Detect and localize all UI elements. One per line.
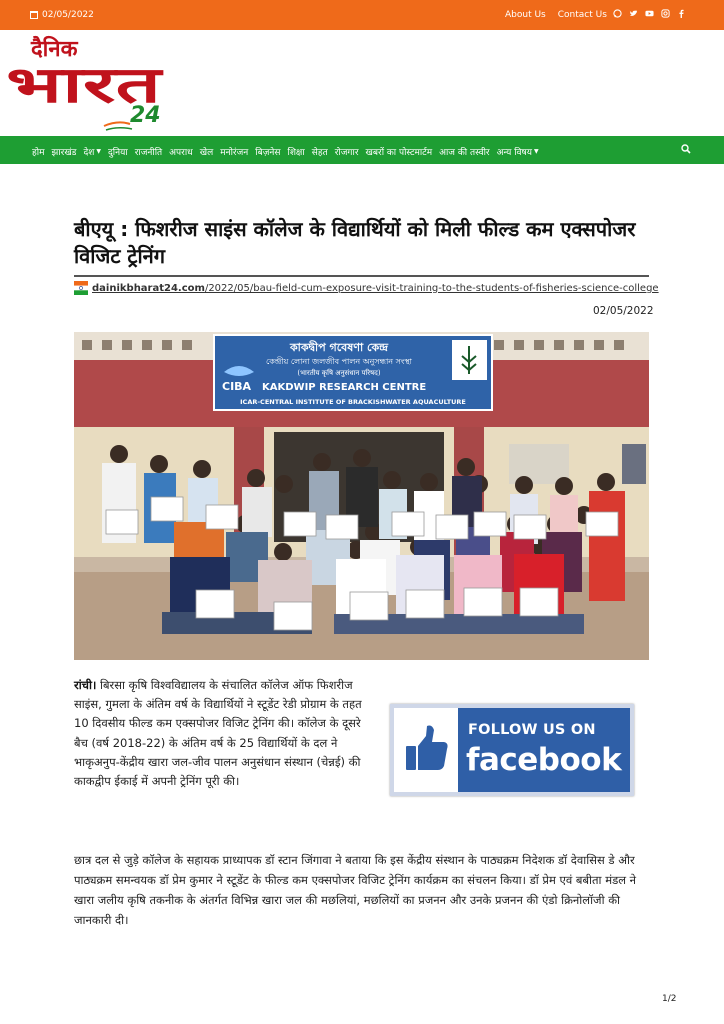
logo-number-24: 24	[130, 103, 161, 128]
follow-us-facebook-banner[interactable]	[390, 704, 634, 796]
social-icons	[613, 9, 686, 18]
nav-item-label: शिक्षा	[287, 148, 305, 158]
top-links	[505, 10, 607, 20]
nav-item[interactable]	[255, 145, 280, 158]
nav-item[interactable]	[312, 145, 328, 158]
youtube-icon[interactable]	[645, 9, 654, 18]
dainik-bharat-24-logo[interactable]	[6, 34, 166, 134]
sign-hindi-subtitle: (भारतीय कृषि अनुसंधान परिषद)	[297, 369, 381, 377]
title-divider	[74, 275, 649, 277]
article-photo	[74, 332, 649, 660]
nav-item-label: रोजगार	[334, 148, 359, 158]
logo-swoosh	[104, 122, 132, 130]
nav-item[interactable]	[52, 145, 77, 158]
main-navigation	[0, 136, 724, 164]
source-path[interactable]: /2022/05/bau-field-cum-exposure-visit-training-to-the-students-of-fisheries-science-college	[204, 282, 659, 294]
nav-item[interactable]	[32, 145, 45, 158]
nav-item-label: बिज़नेस	[255, 148, 281, 158]
thumbs-up-panel	[394, 708, 458, 792]
sign-english-title: KAKDWIP RESEARCH CENTRE	[262, 382, 427, 393]
nav-item-label: मनोरंजन	[220, 148, 249, 158]
sign-bengali-title: কাকদ্বীপ গবেষণা কেন্দ্র	[289, 341, 389, 354]
nav-item-label: अपराध	[169, 148, 193, 158]
chevron-down-icon: ▼	[533, 148, 539, 155]
nav-item[interactable]	[108, 145, 128, 158]
nav-item[interactable]	[200, 145, 213, 158]
nav-items	[32, 145, 539, 158]
instagram-icon[interactable]	[661, 9, 670, 18]
nav-item-label: खेल	[199, 148, 214, 158]
nav-item-label: अन्य विषय	[496, 148, 532, 158]
nav-item[interactable]	[439, 145, 490, 158]
source-url[interactable]	[74, 281, 659, 295]
article-paragraph-2: छात्र दल से जुड़े कॉलेज के सहायक प्राध्यापक डॉ स्टान जिंगावा ने बताया कि इस केंद्रीय संस्थान के पाठ्यक्रम निदेशक डॉ देवासिस डे और पाठ्यक्रम समन्वयक डॉ प्रेम कुमार ने स्टूडेंट के फील्ड कम एक्सपोजर विजिट ट्रेनिंग कार्यक्रम का संचलन किया। डॉ प्रेम एवं बबीता मंडल ने खारा जलीय कृषि तकनीक के अंतर्गत विभिन्न खारा जल की मछलियां, मछलियों का प्रजनन और उनके प्रजनन की एंडो क्रिनोलॉजी की जानकारी दी।	[74, 853, 637, 927]
twitter-icon[interactable]	[629, 9, 638, 18]
nav-item[interactable]	[335, 145, 359, 158]
logo-word-dainik: दैनिक	[31, 37, 78, 62]
article-lead-text: बिरसा कृषि विश्वविद्यालय के संचालित कॉलेज ऑफ फिशरीज साइंस, गुमला के अंतिम वर्ष के विद्यार्थियों ने स्टूडेंट रेडी प्रोग्राम के तहत 10 दिवसीय फील्ड कम एक्सपोजर विजिट ट्रेनिंग की। कॉलेज के दूसरे बैच (वर्ष 2018-22) के अंतिम वर्ष के 25 विद्यार्थियों के दल ने भाकृअनुप-केंद्रीय खारा जल-जीव पालन अनुसंधान संस्थान (चेन्नई) की काकद्वीप ईकाई में अपनी ट्रेनिंग पूरी की।	[74, 678, 362, 789]
nav-item[interactable]	[366, 145, 433, 158]
article-title: बीएयू : फिशरीज साइंस कॉलेज के विद्यार्थियों को मिली फील्ड कम एक्सपोजर विजिट ट्रेनिंग	[74, 217, 636, 268]
nav-item[interactable]	[135, 145, 162, 158]
institute-sign	[214, 335, 492, 410]
nav-item-label: झारखंड	[51, 148, 77, 158]
page-number: 1/2	[662, 994, 677, 1004]
sign-bengali-subtitle: কেন্দ্রীয় লোনা জলজীব পালন অনুসন্ধান সংস্থা	[266, 357, 412, 366]
sign-english-subtitle: ICAR-CENTRAL INSTITUTE OF BRACKISHWATER AQUACULTURE	[240, 398, 466, 406]
thumbs-up-icon	[394, 708, 458, 792]
nav-item-label: राजनीति	[134, 148, 163, 158]
article-date: 02/05/2022	[593, 305, 654, 317]
header-date	[30, 10, 94, 20]
logo-word-bharat: भारत	[6, 56, 164, 114]
follow-us-text: FOLLOW US ON	[468, 722, 596, 738]
nav-item-label: होम	[32, 148, 45, 158]
nav-item-label: देश	[83, 148, 95, 158]
nav-item-label: आज की तस्वीर	[439, 148, 490, 158]
nav-item[interactable]	[169, 145, 193, 158]
nav-item-label: सेहत	[311, 148, 328, 158]
article-dateline: रांची।	[74, 678, 97, 692]
whatsapp-icon[interactable]	[613, 9, 622, 18]
sign-ciba-logo: CIBA	[222, 380, 252, 393]
nav-item-label: खबरों का पोस्टमार्टम	[365, 148, 433, 158]
search-icon[interactable]	[681, 144, 691, 154]
article-lead	[74, 676, 364, 791]
about-us-link[interactable]: About Us	[505, 10, 546, 20]
header-date-text: 02/05/2022	[42, 10, 94, 20]
source-domain[interactable]: dainikbharat24.com	[92, 282, 205, 294]
chevron-down-icon: ▼	[96, 148, 102, 155]
nav-item[interactable]	[220, 145, 248, 158]
top-bar	[0, 0, 724, 30]
nav-item[interactable]	[497, 145, 539, 158]
nav-item-label: दुनिया	[108, 148, 128, 158]
facebook-wordmark: facebook	[466, 742, 622, 778]
site-favicon-icon	[74, 281, 88, 295]
facebook-icon[interactable]	[677, 9, 686, 18]
contact-us-link[interactable]: Contact Us	[557, 10, 607, 20]
nav-item[interactable]	[84, 145, 102, 158]
nav-item[interactable]	[287, 145, 304, 158]
calendar-icon	[30, 11, 38, 19]
